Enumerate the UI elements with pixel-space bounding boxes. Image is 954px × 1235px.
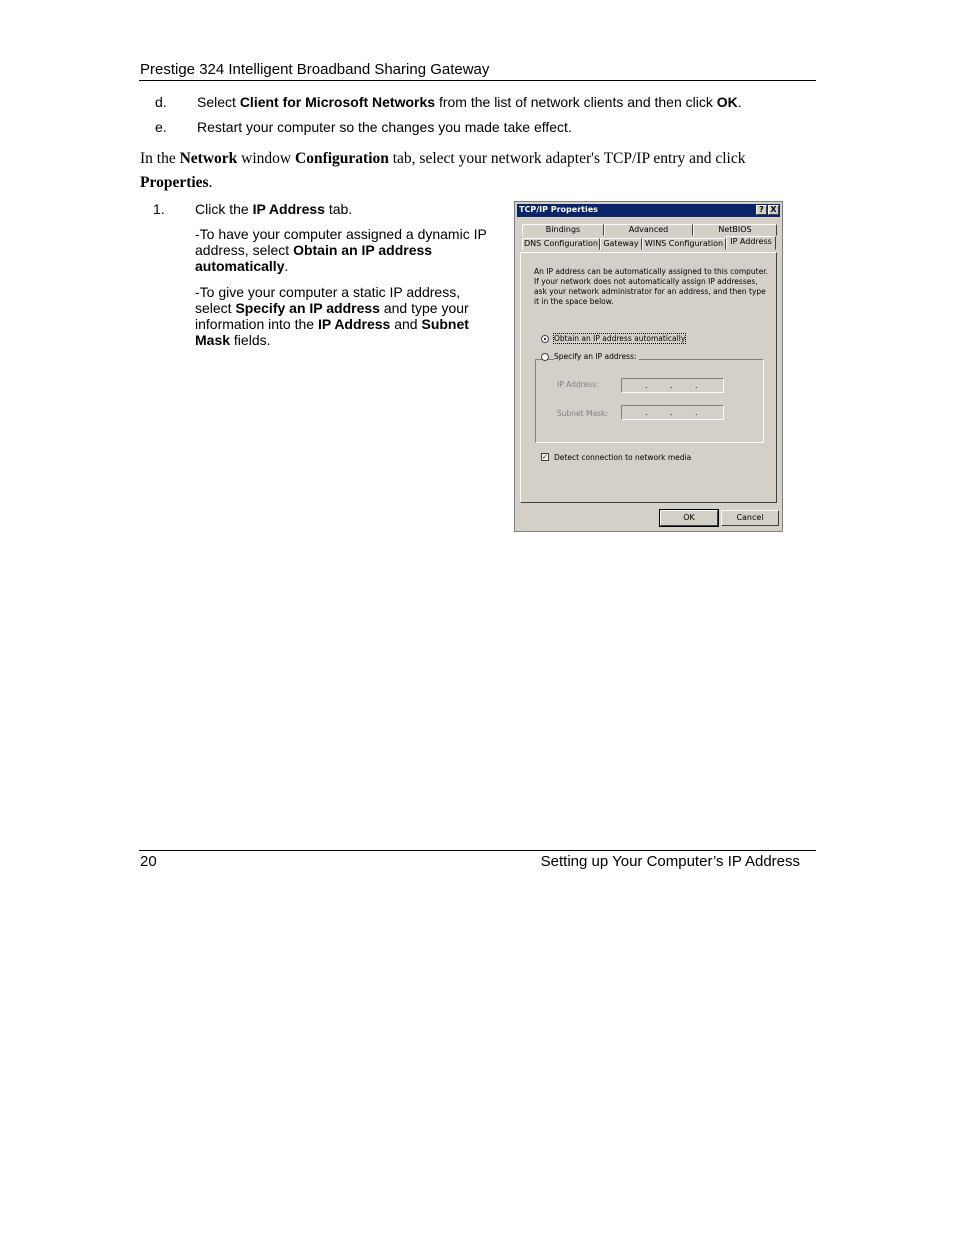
specify-ip-group	[535, 359, 764, 443]
tab-gateway[interactable]: Gateway	[600, 238, 642, 250]
step-label: e.	[155, 119, 167, 135]
static-ip-note: -To give your computer a static IP address, select Specify an IP address and type your information into the IP Address and Subnet Mask fields.	[195, 284, 469, 348]
step-text: Select Client for Microsoft Networks from the list of network clients and then click OK.	[197, 94, 742, 110]
dynamic-ip-note: -To have your computer assigned a dynamic IP address, select Obtain an IP address automatically.	[195, 226, 487, 274]
step-text: Restart your computer so the changes you made take effect.	[197, 119, 572, 135]
detect-media-label[interactable]: Detect connection to network media	[554, 453, 692, 462]
footer-rule	[139, 850, 816, 851]
tab-netbios[interactable]: NetBIOS	[693, 224, 777, 236]
ip-address-field[interactable]: . . .	[621, 378, 724, 393]
ok-button[interactable]: OK	[660, 510, 718, 526]
header-title: Prestige 324 Intelligent Broadband Sharing Gateway	[140, 61, 490, 78]
step-label: d.	[155, 94, 167, 110]
step-number: 1.	[153, 201, 165, 217]
obtain-ip-label[interactable]: Obtain an IP address automatically	[554, 334, 686, 343]
header-rule	[139, 80, 816, 81]
tab-advanced[interactable]: Advanced	[604, 224, 693, 236]
cancel-button[interactable]: Cancel	[721, 510, 779, 526]
dialog-titlebar	[517, 204, 780, 217]
section-title: Setting up Your Computer’s IP Address	[540, 853, 800, 870]
dialog-description: An IP address can be automatically assigned to this computer. If your network does not automatically assign IP addresses, ask your network administrator for an address, and then type it in the space below.	[534, 267, 768, 306]
dialog-title: TCP/IP Properties	[519, 205, 598, 214]
ip-address-label: IP Address:	[557, 380, 599, 389]
tcpip-properties-dialog	[514, 201, 783, 532]
tab-ip-address[interactable]: IP Address	[726, 236, 776, 250]
help-icon[interactable]: ?	[756, 205, 767, 215]
tab-bindings[interactable]: Bindings	[522, 224, 604, 236]
specify-ip-radio[interactable]	[541, 353, 549, 361]
subnet-mask-field[interactable]: . . .	[621, 405, 724, 420]
detect-media-checkbox[interactable]: ✓	[542, 453, 548, 461]
obtain-ip-radio[interactable]	[541, 335, 549, 343]
step-text: Click the IP Address tab.	[195, 201, 353, 217]
instruction-paragraph: In the Network window Configuration tab, select your network adapter's TCP/IP entry and click Properties.	[140, 150, 746, 191]
tab-wins-configuration[interactable]: WINS Configuration	[642, 238, 726, 250]
tab-dns-configuration[interactable]: DNS Configuration	[523, 239, 599, 248]
specify-ip-label[interactable]: Specify an IP address:	[554, 352, 637, 361]
close-icon[interactable]: X	[768, 205, 779, 215]
page-number: 20	[140, 853, 157, 870]
subnet-mask-label: Subnet Mask:	[557, 409, 608, 418]
